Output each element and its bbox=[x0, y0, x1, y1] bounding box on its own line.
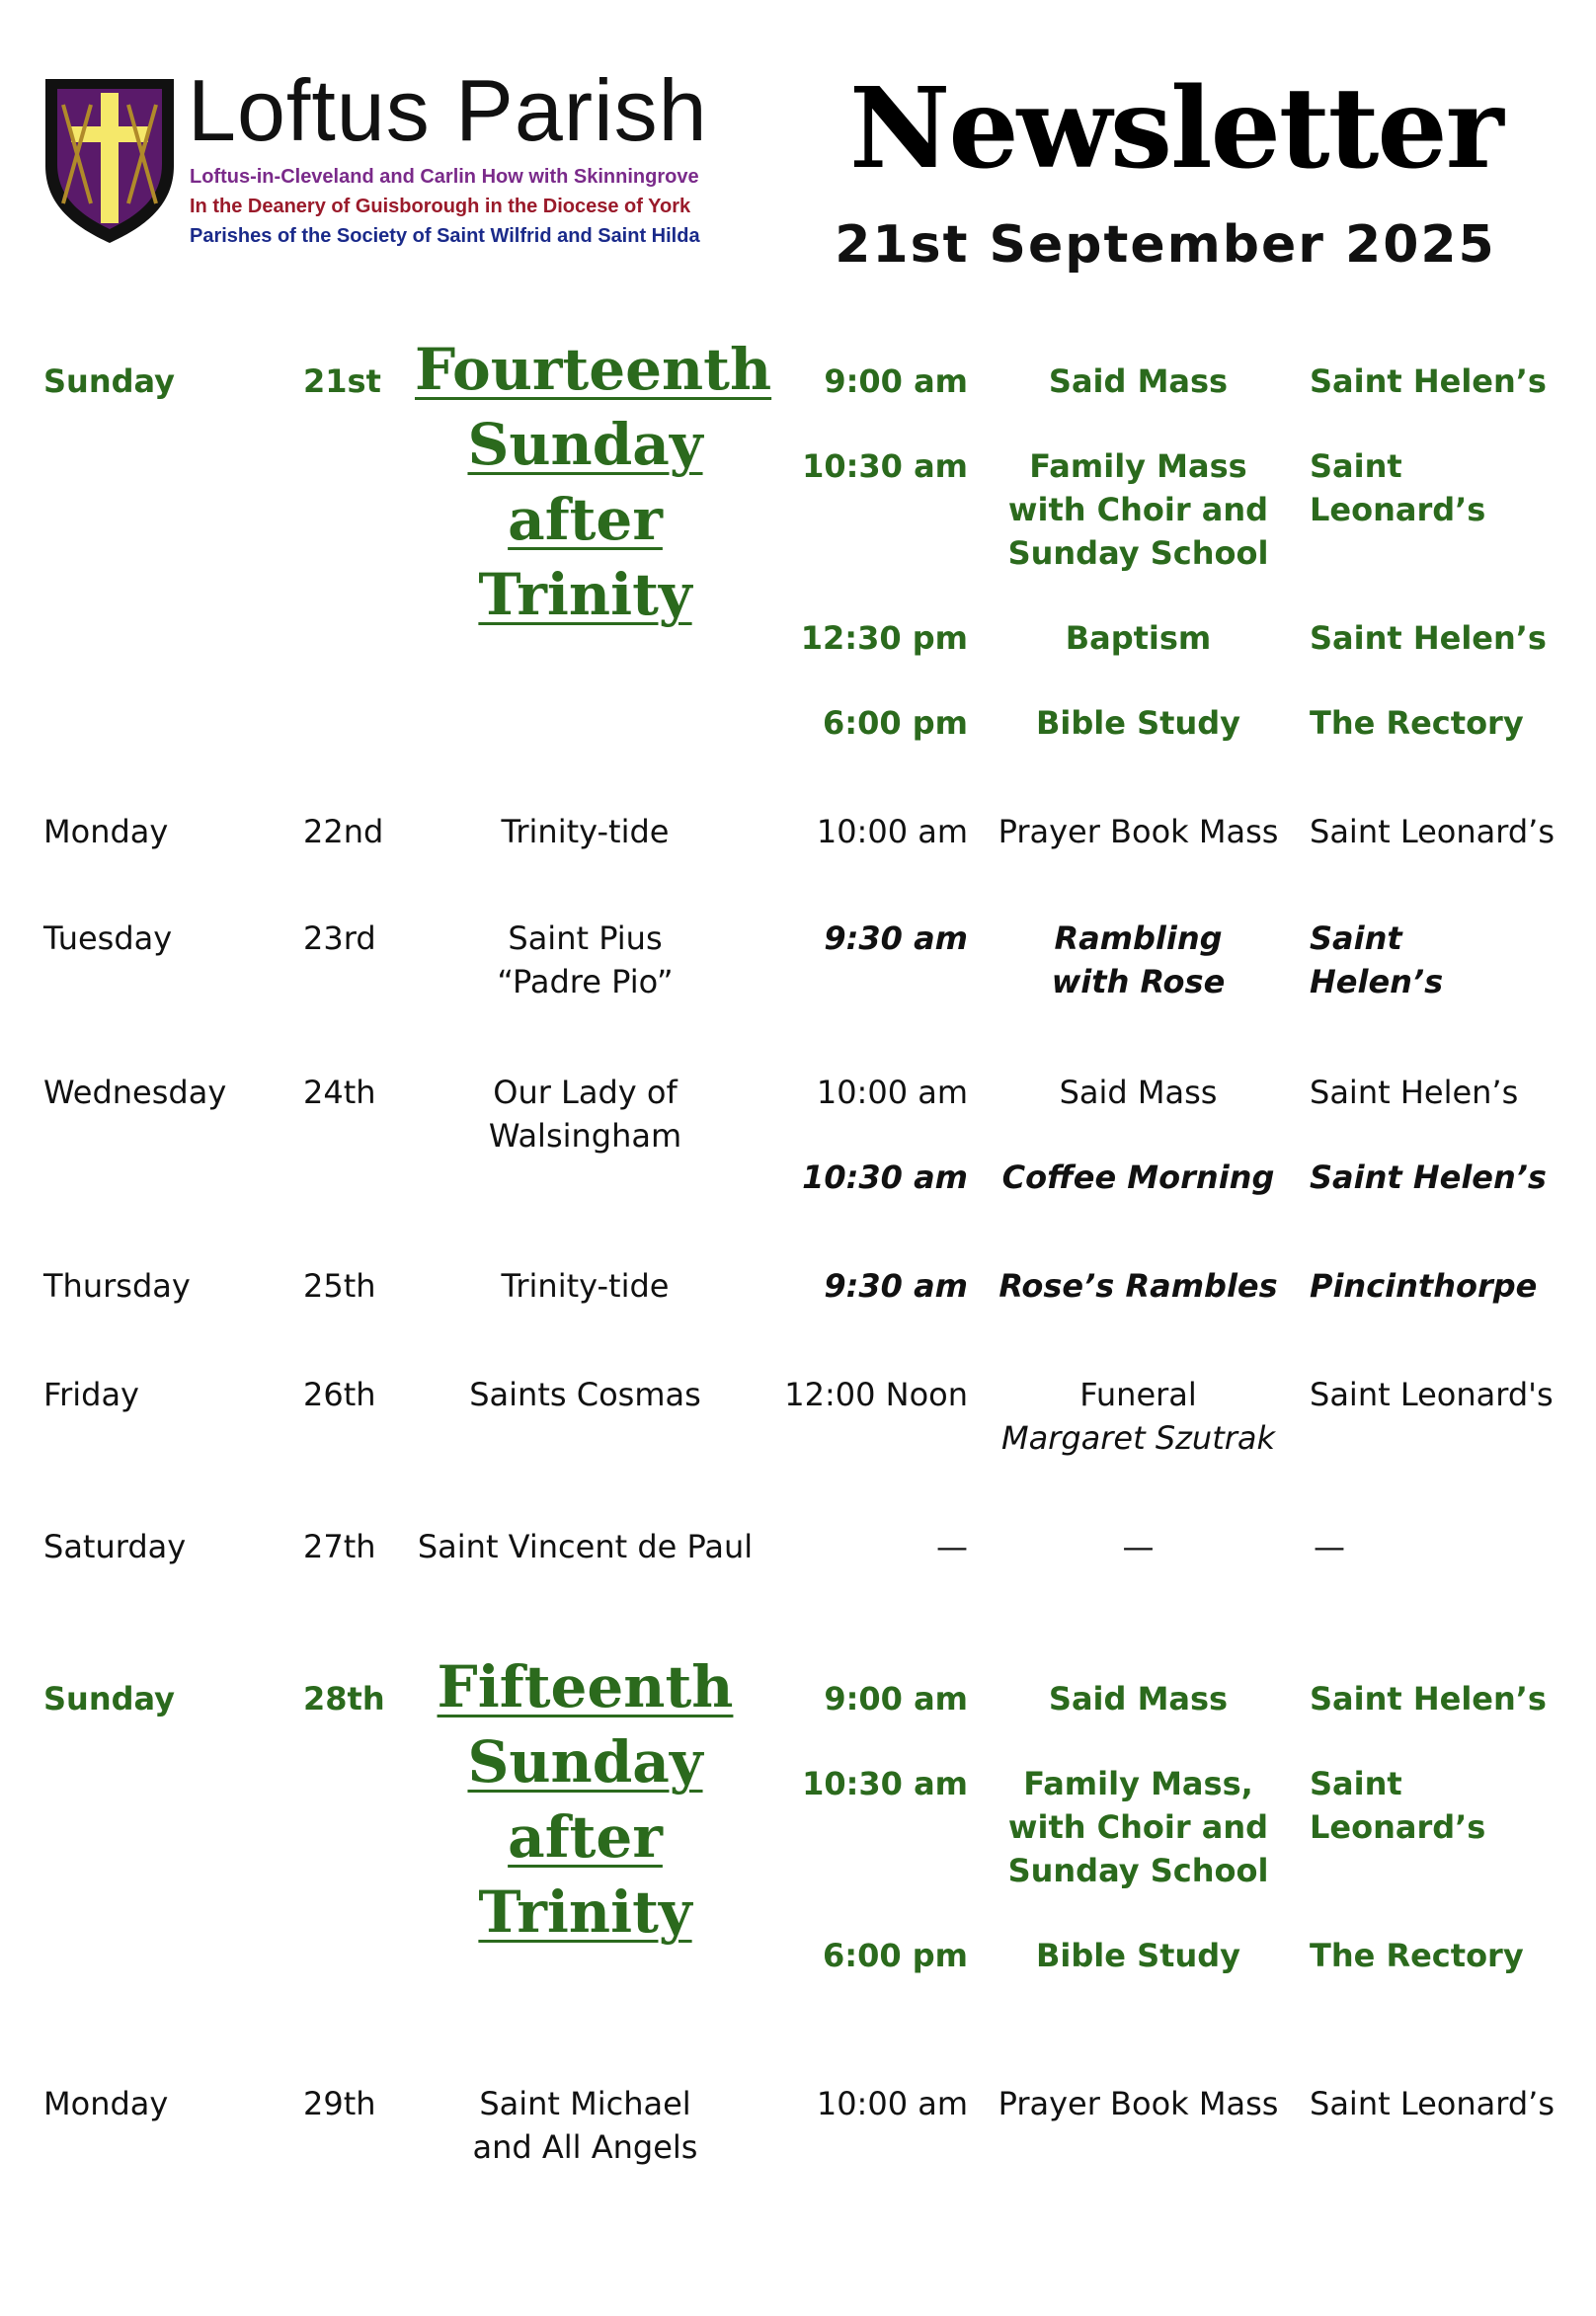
date-label: 21st bbox=[303, 362, 381, 400]
service-name: Prayer Book Mass bbox=[998, 2085, 1279, 2122]
date-label: 27th bbox=[303, 1528, 376, 1565]
service-location: Saint Leonard’s bbox=[1310, 447, 1486, 528]
service-location: The Rectory bbox=[1310, 1937, 1524, 1974]
day-label: Sunday bbox=[43, 362, 175, 400]
occasion-label: Trinity-tide bbox=[501, 813, 670, 850]
date-label: 26th bbox=[303, 1376, 376, 1413]
occasion-label: Saint Pius “Padre Pio” bbox=[497, 919, 674, 1000]
service-name: Said Mass bbox=[1048, 1680, 1229, 1717]
service-location: Saint Helen’s bbox=[1310, 619, 1547, 657]
service-name: Family Mass with Choir and Sunday School bbox=[1007, 447, 1269, 572]
service-time: 9:00 am bbox=[824, 362, 968, 400]
service-time: 12:30 pm bbox=[800, 619, 968, 657]
occasion-label: Trinity-tide bbox=[501, 1267, 670, 1305]
service-location: Saint Leonard’s bbox=[1310, 1765, 1486, 1846]
occasion-label: Saints Cosmas bbox=[469, 1376, 701, 1413]
date-label: 25th bbox=[303, 1267, 376, 1305]
service-time: 10:30 am bbox=[802, 447, 968, 485]
service-location: Saint Helen’s bbox=[1310, 919, 1444, 1000]
service-name: Funeral Margaret Szutrak bbox=[1000, 1376, 1276, 1457]
service-time: 10:30 am bbox=[802, 1158, 968, 1196]
issue-date: 21st September 2025 bbox=[835, 215, 1496, 275]
service-location: Saint Helen’s bbox=[1310, 362, 1547, 400]
service-time: 6:00 pm bbox=[823, 1937, 968, 1974]
day-label: Tuesday bbox=[43, 919, 173, 957]
service-time: 9:00 am bbox=[824, 1680, 968, 1717]
parish-subtitle-3: Parishes of the Society of Saint Wilfrid and Saint Hilda bbox=[190, 225, 700, 247]
occasion-title: Fourteenth Sunday after Trinity bbox=[415, 336, 772, 628]
service-name: Said Mass bbox=[1059, 1074, 1218, 1111]
occasion-label: Our Lady of Walsingham bbox=[488, 1074, 682, 1155]
service-time: 10:00 am bbox=[816, 1074, 968, 1111]
service-name: Said Mass bbox=[1048, 362, 1229, 400]
service-location: Saint Leonard’s bbox=[1310, 2085, 1555, 2122]
service-name: Baptism bbox=[1065, 619, 1212, 657]
service-name: Prayer Book Mass bbox=[998, 813, 1279, 850]
service-time: 10:30 am bbox=[802, 1765, 968, 1802]
date-label: 23rd bbox=[303, 919, 376, 957]
date-label: 22nd bbox=[303, 813, 384, 850]
service-location: Saint Helen’s bbox=[1310, 1158, 1547, 1196]
day-label: Thursday bbox=[43, 1267, 191, 1305]
service-time: 10:00 am bbox=[816, 2085, 968, 2122]
service-name: Rambling with Rose bbox=[1051, 919, 1226, 1000]
service-name: Rose’s Rambles bbox=[998, 1267, 1278, 1305]
service-location: Saint Leonard’s bbox=[1310, 813, 1555, 850]
service-time: 6:00 pm bbox=[823, 704, 968, 742]
service-location: — bbox=[1314, 1528, 1345, 1565]
newsletter-masthead: Newsletter bbox=[849, 64, 1502, 194]
service-location: The Rectory bbox=[1310, 704, 1524, 742]
parish-subtitle-2: In the Deanery of Guisborough in the Diocese of York bbox=[190, 196, 691, 217]
day-label: Sunday bbox=[43, 1680, 175, 1717]
parish-title: Loftus Parish bbox=[188, 61, 708, 159]
service-location: Saint Leonard's bbox=[1310, 1376, 1554, 1413]
parish-subtitle-1: Loftus-in-Cleveland and Carlin How with Skinningrove bbox=[190, 166, 699, 188]
date-label: 24th bbox=[303, 1074, 376, 1111]
parish-shield-logo bbox=[41, 75, 178, 245]
occasion-title: Fifteenth Sunday after Trinity bbox=[437, 1653, 734, 1946]
service-location: Saint Helen’s bbox=[1310, 1074, 1519, 1111]
service-time: 9:30 am bbox=[824, 1267, 968, 1305]
service-time: 10:00 am bbox=[816, 813, 968, 850]
service-name: Bible Study bbox=[1036, 1937, 1240, 1974]
service-name: Coffee Morning bbox=[1001, 1158, 1275, 1196]
service-location: Saint Helen’s bbox=[1310, 1680, 1547, 1717]
day-label: Saturday bbox=[43, 1528, 187, 1565]
occasion-label: Saint Michael and All Angels bbox=[472, 2085, 698, 2166]
service-name: — bbox=[1122, 1528, 1155, 1565]
day-label: Monday bbox=[43, 813, 169, 850]
day-label: Monday bbox=[43, 2085, 169, 2122]
service-name: Family Mass, with Choir and Sunday School bbox=[1007, 1765, 1269, 1889]
service-time: — bbox=[936, 1528, 968, 1565]
service-time: 12:00 Noon bbox=[784, 1376, 968, 1413]
service-time: 9:30 am bbox=[824, 919, 968, 957]
occasion-label: Saint Vincent de Paul bbox=[417, 1528, 754, 1565]
date-label: 29th bbox=[303, 2085, 376, 2122]
date-label: 28th bbox=[303, 1680, 385, 1717]
day-label: Wednesday bbox=[43, 1074, 227, 1111]
day-label: Friday bbox=[43, 1376, 139, 1413]
service-location: Pincinthorpe bbox=[1310, 1267, 1538, 1305]
service-name: Bible Study bbox=[1036, 704, 1240, 742]
